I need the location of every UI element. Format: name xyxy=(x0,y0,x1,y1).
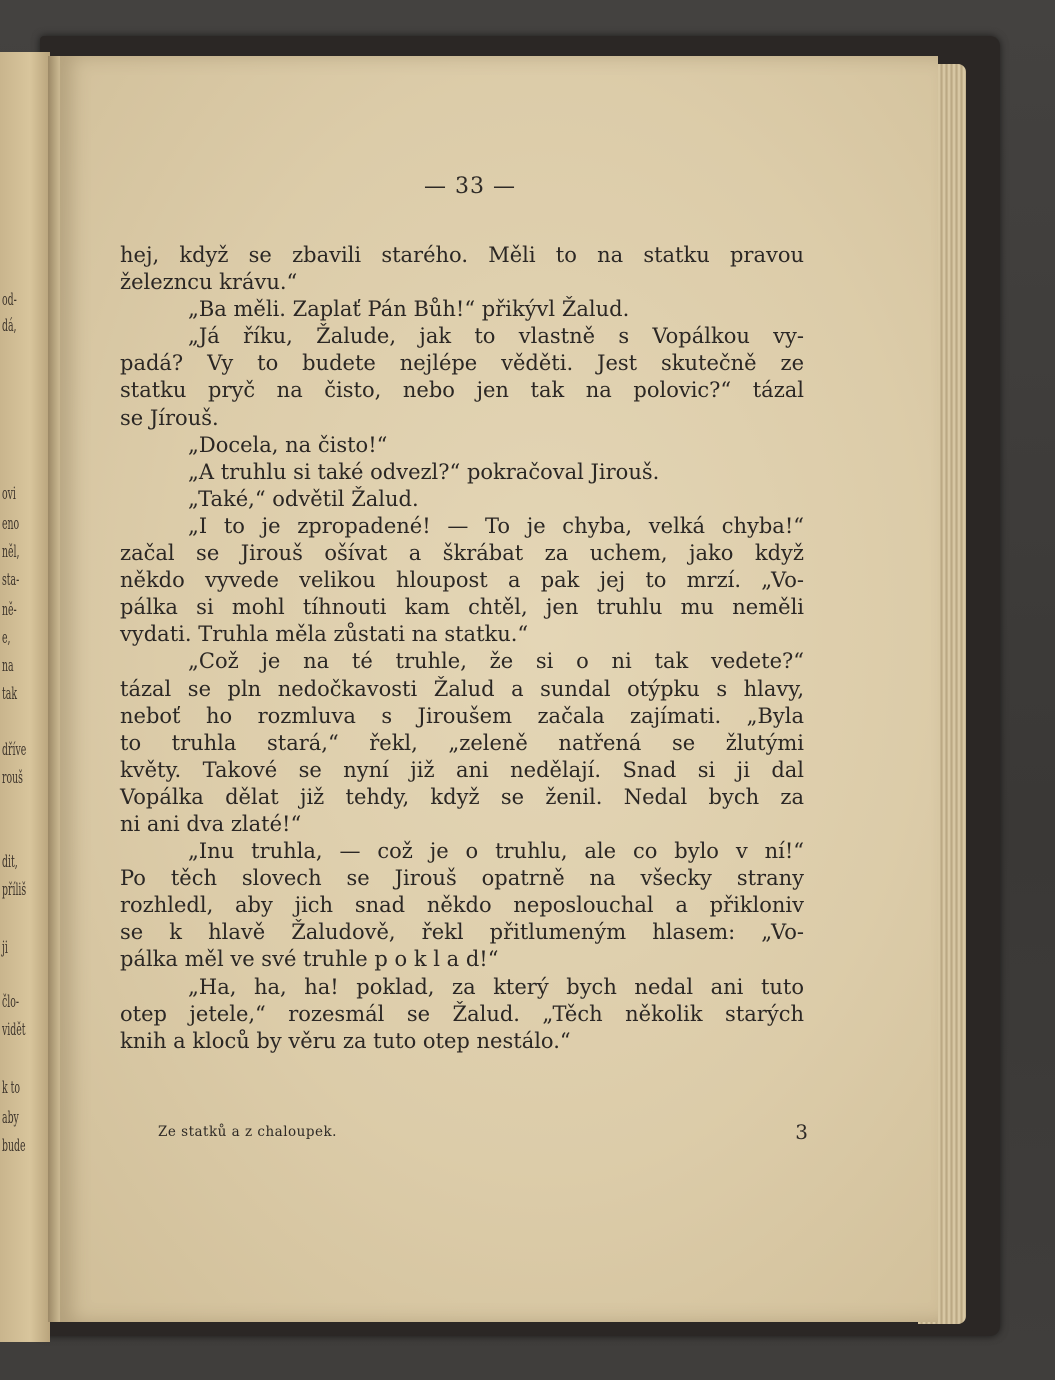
left-page-fragment: dá, xyxy=(2,316,17,336)
left-facing-page xyxy=(0,52,50,1342)
left-page-fragment: člo- xyxy=(2,992,20,1012)
text-line: pálka měl ve své truhle p o k l a d!“ xyxy=(120,947,499,972)
text-line: „Docela, na čisto!“ xyxy=(188,432,388,457)
text-line: statku pryč na čisto, nebo jen tak na polovic?“ tázal xyxy=(120,378,804,403)
text-line: „Ba měli. Zaplať Pán Bůh!“ přikývl Žalud. xyxy=(188,297,630,322)
left-page-fragment: vidět xyxy=(2,1020,26,1040)
text-line: tázal se pln nedočkavosti Žalud a sundal otýpku s hlavy, xyxy=(120,676,804,701)
text-line: Vopálka dělat již tehdy, když se ženil. Nedal bych za xyxy=(120,784,804,809)
left-page-fragment: bude xyxy=(2,1136,26,1156)
text-line: vydati. Truhla měla zůstati na statku.“ xyxy=(120,622,529,647)
text-line: neboť ho rozmluva s Jiroušem začala zajímati. „Byla xyxy=(120,703,804,728)
text-line: hej, když se zbavili starého. Měli to na statku pravou xyxy=(120,243,804,267)
text-line: „Ha, ha, ha! poklad, za který bych nedal ani tuto xyxy=(188,974,804,999)
text-line: „I to je zpropadené! — To je chyba, velká chyba!“ xyxy=(188,513,804,538)
right-page xyxy=(60,56,938,1322)
text-line: „A truhlu si také odvezl?“ pokračoval Jirouš. xyxy=(188,459,660,484)
left-page-fragment: něl, xyxy=(2,542,20,562)
text-line: „Také,“ odvětil Žalud. xyxy=(188,486,419,511)
text-line: se Jírouš. xyxy=(120,405,219,430)
left-page-fragment: ně- xyxy=(2,600,17,620)
left-page-fragment: na xyxy=(2,656,14,676)
text-line: knih a kloců by věru za tuto otep nestálo.“ xyxy=(120,1028,571,1053)
text-line: začal se Jirouš ošívat a škrábat za uchem, jako když xyxy=(120,541,804,566)
left-page-fragment: sta- xyxy=(2,570,20,590)
text-line: květy. Takové se nyní již ani nedělají. Snad si ji dal xyxy=(120,757,804,782)
left-page-fragment: příliš xyxy=(2,880,27,900)
left-page-fragment: aby xyxy=(2,1108,19,1128)
text-line: „Což je na té truhle, že si o ni tak vedete?“ xyxy=(188,649,804,674)
left-page-fragment: tak xyxy=(2,684,18,704)
text-line: to truhla stará,“ řekl, „zeleně natřená se žlutými xyxy=(120,730,804,755)
left-page-fragment: rouš xyxy=(2,768,23,788)
page-number: — 33 — xyxy=(424,174,516,199)
text-line: „Inu truhla, — což je o truhlu, ale co bylo v ní!“ xyxy=(188,839,804,864)
text-line: někdo vyvede velikou hloupost a pak jej to mrzí. „Vo- xyxy=(120,568,804,593)
left-page-fragment: e, xyxy=(2,628,11,648)
left-page-fragment: dříve xyxy=(2,740,27,760)
text-line: Po těch slovech se Jirouš opatrně na všecky strany xyxy=(120,866,804,891)
text-line: rozhledl, aby jich snad někdo neposlouchal a přikloniv xyxy=(120,893,804,918)
text-line: se k hlavě Žaludově, řekl přitlumeným hlasem: „Vo- xyxy=(120,920,804,945)
text-line: ni ani dva zlaté!“ xyxy=(120,811,302,836)
left-page-fragment: eno xyxy=(2,514,20,534)
left-page-fragment: ji xyxy=(2,938,8,958)
text-line: železncu krávu.“ xyxy=(120,270,298,295)
left-page-fragment: dit, xyxy=(2,852,18,872)
page-footer xyxy=(158,1120,808,1148)
text-line: „Já říku, Žalude, jak to vlastně s Vopálkou vy- xyxy=(188,324,804,349)
left-page-fragment: ovi xyxy=(2,484,16,504)
signature-mark: 3 xyxy=(795,1120,808,1144)
body-text xyxy=(120,242,804,1055)
footer-book-title: Ze statků a z chaloupek. xyxy=(158,1124,337,1140)
left-page-fragment: k to xyxy=(2,1078,21,1098)
text-line: pálka si mohl tíhnouti kam chtěl, jen truhlu mu neměli xyxy=(120,595,804,620)
left-page-fragment: od- xyxy=(2,290,17,310)
text-line: padá? Vy to budete nejlépe věděti. Jest skutečně ze xyxy=(120,351,804,376)
text-line: otep jetele,“ rozesmál se Žalud. „Těch několik starých xyxy=(120,1001,804,1026)
